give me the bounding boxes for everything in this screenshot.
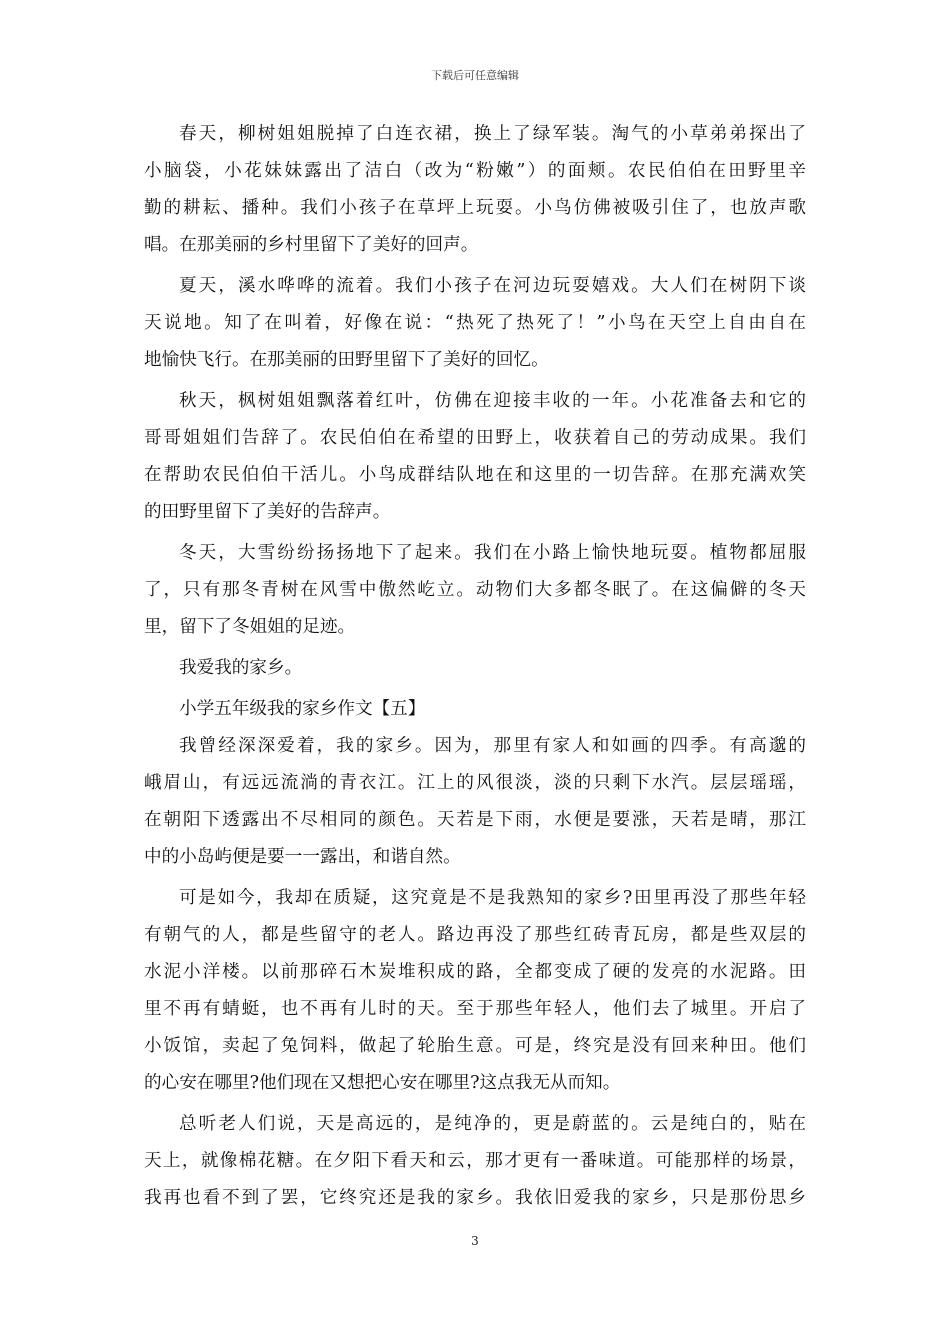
text-line: 里，留下了冬姐姐的足迹。 <box>144 617 356 637</box>
paragraph <box>144 650 806 687</box>
text-line: 地愉快飞行。在那美丽的田野里留下了美好的回忆。 <box>144 350 549 370</box>
section-heading <box>144 691 806 728</box>
paragraph <box>144 728 806 876</box>
page-header: 下载后可任意编辑 <box>431 69 519 82</box>
text-line: 的心安在哪里?他们现在又想把心安在哪里?这点我无从而知。 <box>144 1073 621 1093</box>
text-line: 小饭馆，卖起了兔饲料，做起了轮胎生意。可是，终究是没有回来种田。他们 <box>144 1036 806 1056</box>
paragraph <box>144 383 806 531</box>
text-line: 有朝气的人，都是些留守的老人。路边再没了那些红砖青瓦房，都是些双层的 <box>144 925 806 945</box>
text-line: 秋天，枫树姐姐飘落着红叶，仿佛在迎接丰收的一年。小花准备去和它的 <box>179 391 806 411</box>
paragraph <box>144 116 806 264</box>
text-line: 我爱我的家乡。 <box>179 658 303 678</box>
text-line: 唱。在那美丽的乡村里留下了美好的回声。 <box>144 235 479 255</box>
text-line: 的田野里留下了美好的告辞声。 <box>144 502 391 522</box>
text-line: 我再也看不到了罢，它终究还是我的家乡。我依旧爱我的家乡，只是那份思乡 <box>144 1188 806 1208</box>
text-line: 可是如今，我却在质疑，这究竟是不是我熟知的家乡?田里再没了那些年轻 <box>179 888 806 908</box>
text-line: 峨眉山，有远远流淌的青衣江。江上的风很淡，淡的只剩下水汽。层层瑶瑶， <box>144 773 806 793</box>
text-line: 春天，柳树姐姐脱掉了白连衣裙，换上了绿军装。淘气的小草弟弟探出了 <box>179 124 806 144</box>
paragraph <box>144 535 806 646</box>
paragraph <box>144 1106 806 1217</box>
text-line: 小脑袋，小花妹妹露出了洁白（改为“粉嫩”）的面颊。农民伯伯在田野里辛 <box>144 161 806 181</box>
text-line: 天说地。知了在叫着，好像在说：“热死了热死了！”小鸟在天空上自由自在 <box>144 313 806 333</box>
text-line: 我曾经深深爱着，我的家乡。因为，那里有家人和如画的四季。有高邈的 <box>179 736 806 756</box>
text-line: 小学五年级我的家乡作文【五】 <box>179 699 426 719</box>
text-line: 里不再有蜻蜓，也不再有儿时的天。至于那些年轻人，他们去了城里。开启了 <box>144 999 806 1019</box>
text-line: 水泥小洋楼。以前那碎石木炭堆积成的路，全都变成了硬的发亮的水泥路。田 <box>144 962 806 982</box>
page-number: 3 <box>471 1234 479 1248</box>
text-line: 夏天，溪水哗哗的流着。我们小孩子在河边玩耍嬉戏。大人们在树阴下谈 <box>179 276 806 296</box>
text-line: 勤的耕耘、播种。我们小孩子在草坪上玩耍。小鸟仿佛被吸引住了，也放声歌 <box>144 198 806 218</box>
paragraph <box>144 268 806 379</box>
document-body <box>144 116 806 1217</box>
text-line: 在帮助农民伯伯干活儿。小鸟成群结队地在和这里的一切告辞。在那充满欢笑 <box>144 465 806 485</box>
text-line: 中的小岛屿便是要一一露出，和谐自然。 <box>144 847 461 867</box>
text-line: 哥哥姐姐们告辞了。农民伯伯在希望的田野上，收获着自己的劳动成果。我们 <box>144 428 806 448</box>
paragraph <box>144 880 806 1102</box>
text-line: 天上，就像棉花糖。在夕阳下看天和云，那才更有一番味道。可能那样的场景， <box>144 1151 806 1171</box>
text-line: 冬天，大雪纷纷扬扬地下了起来。我们在小路上愉快地玩耍。植物都屈服 <box>179 543 806 563</box>
text-line: 总听老人们说，天是高远的，是纯净的，更是蔚蓝的。云是纯白的，贴在 <box>179 1114 806 1134</box>
text-line: 在朝阳下透露出不尽相同的颜色。天若是下雨，水便是要涨，天若是晴，那江 <box>144 810 806 830</box>
text-line: 了，只有那冬青树在风雪中傲然屹立。动物们大多都冬眠了。在这偏僻的冬天 <box>144 580 806 600</box>
